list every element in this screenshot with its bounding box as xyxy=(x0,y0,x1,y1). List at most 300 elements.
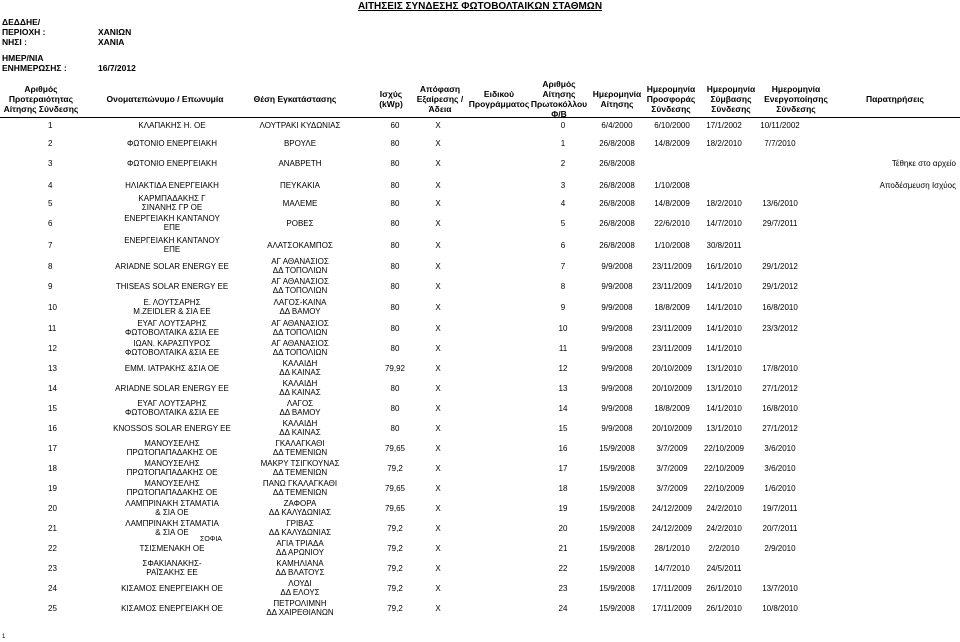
row-name-line: ΠΡΩΤΟΠΑΠΑΔΑΚΗΣ ΟΕ xyxy=(126,448,218,457)
row-activation-date: 3/6/2010 xyxy=(764,464,796,473)
row-priority-number: 22 xyxy=(48,544,57,553)
row-activation-date: 16/8/2010 xyxy=(762,404,798,413)
row-power: 80 xyxy=(390,404,400,413)
row-power: 60 xyxy=(390,121,400,130)
row-protocol: 7 xyxy=(560,262,566,271)
row-offer-date: 17/11/2009 xyxy=(652,604,692,613)
row-name-line: ΕΜΜ. ΙΑΤΡΑΚΗΣ &ΣΙΑ ΟΕ xyxy=(124,364,220,373)
row-contract-date: 13/1/2010 xyxy=(706,384,742,393)
row-name-line: ΦΩΤΟΒΟΛΤΑΙΚΑ &ΣΙΑ ΕΕ xyxy=(124,328,220,337)
row-contract-date: 26/1/2010 xyxy=(706,584,742,593)
row-activation-date: 16/8/2010 xyxy=(762,303,798,312)
row-exemption: Χ xyxy=(435,584,441,593)
row-application-date: 9/9/2008 xyxy=(601,404,633,413)
row-exemption: Χ xyxy=(435,524,441,533)
row-site-line: ΔΔ ΧΑΙΡΕΘΙΑΝΩΝ xyxy=(266,608,334,617)
row-name-line: ΛΑΜΠΡΙΝΑΚΗ ΣΤΑΜΑΤΙΑ xyxy=(125,499,219,508)
row-exemption: Χ xyxy=(435,444,441,453)
row-name-line: ΦΩΤΟΝΙΟ ΕΝΕΡΓΕΙΑΚΗ xyxy=(127,139,217,148)
header-exemption-decision: Απόφαση Εξαίρεσης / Άδεια xyxy=(416,84,464,114)
row-power: 80 xyxy=(390,241,400,250)
row-exemption: Χ xyxy=(435,324,441,333)
row-contract-date: 14/1/2010 xyxy=(706,324,742,333)
row-priority-number: 1 xyxy=(48,121,53,130)
row-contract-date: 13/1/2010 xyxy=(706,364,742,373)
row-offer-date: 28/1/2010 xyxy=(654,544,690,553)
row-power: 80 xyxy=(390,384,400,393)
row-application-date: 9/9/2008 xyxy=(601,282,633,291)
row-priority-number: 13 xyxy=(48,364,57,373)
row-exemption: Χ xyxy=(435,464,441,473)
row-offer-date: 17/11/2009 xyxy=(652,584,692,593)
row-name-line: & ΣΙΑ ΟΕ xyxy=(155,508,189,517)
row-exemption: Χ xyxy=(435,484,441,493)
row-protocol: 14 xyxy=(558,404,568,413)
row-site-line: ΑΓ ΑΘΑΝΑΣΙΟΣ xyxy=(271,339,329,348)
row-protocol: 24 xyxy=(558,604,568,613)
row-activation-date: 19/7/2011 xyxy=(762,504,798,513)
row-protocol: 23 xyxy=(558,584,568,593)
row-contract-date: 30/8/2011 xyxy=(706,241,742,250)
row-site-line: ΔΔ ΤΟΠΟΛΙΩΝ xyxy=(272,328,328,337)
row-name-line: ARIADNE SOLAR ENERGY ΕΕ xyxy=(115,262,229,271)
page-number: 1 xyxy=(2,634,6,640)
header-power: Ισχύς (kWp) xyxy=(379,89,403,109)
row-application-date: 9/9/2008 xyxy=(601,324,633,333)
row-name-line: KNOSSOS SOLAR ENERGY ΕΕ xyxy=(113,424,231,433)
row-application-date: 15/9/2008 xyxy=(599,524,635,533)
island-label: ΝΗΣΙ : xyxy=(2,37,27,47)
row-power: 80 xyxy=(390,324,400,333)
row-priority-number: 2 xyxy=(48,139,53,148)
division-label: ΔΕΔΔΗΕ/ xyxy=(2,17,41,27)
row-contract-date: 14/1/2010 xyxy=(706,282,742,291)
row-offer-date: 23/11/2009 xyxy=(652,282,692,291)
row-priority-number: 14 xyxy=(48,384,57,393)
row-exemption: Χ xyxy=(435,139,441,148)
row-power: 80 xyxy=(390,139,400,148)
row-site-line: ΔΔ ΒΑΜΟΥ xyxy=(279,307,321,316)
row-site-line: ΛΑΓΟΣ xyxy=(286,399,314,408)
row-site-line: ΔΔ ΒΑΜΟΥ xyxy=(279,408,321,417)
row-name-line: ΕΥΑΓ ΛΟΥΤΣΑΡΗΣ xyxy=(137,399,207,408)
row-offer-date: 23/11/2009 xyxy=(652,324,692,333)
row-name-line: ARIADNE SOLAR ENERGY ΕΕ xyxy=(115,384,229,393)
row-activation-date: 29/7/2011 xyxy=(762,219,798,228)
row-activation-date: 23/3/2012 xyxy=(762,324,798,333)
row-site-line: ΒΡΟΥΛΕ xyxy=(283,139,317,148)
row-name-line: ΦΩΤΟΒΟΛΤΑΙΚΑ &ΣΙΑ ΕΕ xyxy=(124,348,220,357)
row-application-date: 15/9/2008 xyxy=(599,504,635,513)
row-contract-date: 26/1/2010 xyxy=(706,604,742,613)
header-offer-date: Ημερομηνία Προσφοράς Σύνδεσης xyxy=(646,84,696,114)
row-offer-date: 18/8/2009 xyxy=(654,303,690,312)
row-site-line: ΚΑΛΑΙΔΗ xyxy=(282,359,318,368)
update-date-value: 16/7/2012 xyxy=(98,63,136,73)
row-name-line: & ΣΙΑ ΟΕ xyxy=(155,528,189,537)
row-offer-date: 20/10/2009 xyxy=(651,424,693,433)
row-priority-number: 20 xyxy=(48,504,57,513)
row-exemption: Χ xyxy=(435,504,441,513)
row-protocol: 15 xyxy=(558,424,568,433)
row-activation-date: 2/9/2010 xyxy=(764,544,796,553)
row-protocol: 4 xyxy=(560,199,566,208)
row-site-line: ΖΑΦΟΡΑ xyxy=(283,499,317,508)
row-protocol: 12 xyxy=(558,364,568,373)
row-offer-date: 22/6/2010 xyxy=(654,219,690,228)
row-power: 79,65 xyxy=(384,444,406,453)
row-offer-date: 18/8/2009 xyxy=(654,404,690,413)
header-name: Ονοματεπώνυμο / Επωνυμία xyxy=(106,94,224,104)
row-exemption: Χ xyxy=(435,344,441,353)
row-power: 80 xyxy=(390,282,400,291)
header-activation-date: Ημερομηνία Ενεργοποίησης Σύνδεσης xyxy=(764,84,828,114)
row-application-date: 9/9/2008 xyxy=(601,262,633,271)
row-activation-date: 7/7/2010 xyxy=(764,139,796,148)
row-application-date: 6/4/2000 xyxy=(601,121,633,130)
row-name-line: ΣΙΝΑΝΗΣ ΓΡ ΟΕ xyxy=(141,203,203,212)
row-site-line: ΔΔ ΚΑΛΥΔΩΝΙΑΣ xyxy=(268,528,332,537)
header-contract-date: Ημερομηνία Σύμβασης Σύνδεσης xyxy=(706,84,756,114)
row-application-date: 15/9/2008 xyxy=(599,444,635,453)
row-site-line: ΔΔ ΤΟΠΟΛΙΩΝ xyxy=(272,266,328,275)
row-offer-date: 24/12/2009 xyxy=(651,524,693,533)
row-site-line: ΑΓΙΑ ΤΡΙΑΔΑ xyxy=(276,539,324,548)
row-activation-date: 29/1/2012 xyxy=(762,282,798,291)
row-offer-date: 1/10/2008 xyxy=(654,241,690,250)
row-offer-date: 6/10/2000 xyxy=(654,121,690,130)
row-site-line: ΔΔ ΤΕΜΕΝΙΩΝ xyxy=(272,468,328,477)
row-site-line: ΔΔ ΤΟΠΟΛΙΩΝ xyxy=(272,348,328,357)
document-title: ΑΙΤΗΣΕΙΣ ΣΥΝΔΕΣΗΣ ΦΩΤΟΒΟΛΤΑΙΚΩΝ ΣΤΑΘΜΩΝ xyxy=(357,1,603,12)
row-name-line: ΡΑΪΣΑΚΗΣ ΕΕ xyxy=(146,568,198,577)
row-application-date: 9/9/2008 xyxy=(601,384,633,393)
row-site-line: ΓΚΑΛΑΓΚΑΘΙ xyxy=(275,439,325,448)
row-priority-number: 17 xyxy=(48,444,57,453)
row-contract-date: 24/2/2010 xyxy=(706,524,742,533)
row-site-line: ΓΡΙΒΑΣ xyxy=(286,519,314,528)
row-name-line: ΚΑΡΜΠΑΔΑΚΗΣ Γ xyxy=(138,194,206,203)
row-site-line: ΑΛΑΤΣΟΚΑΜΠΟΣ xyxy=(267,241,333,250)
row-name-line: ΙΩΑΝ. ΚΑΡΑΣΠΥΡΟΣ xyxy=(133,339,211,348)
row-site-line: ΔΔ ΚΑΙΝΑΣ xyxy=(279,388,321,397)
row-name-line: ΕΠΕ xyxy=(163,223,181,232)
row-protocol: 21 xyxy=(558,544,568,553)
stray-text: ΣΟΦΙΑ xyxy=(200,536,222,543)
row-site-line: ΠΑΝΩ ΓΚΑΛΑΓΚΑΘΙ xyxy=(262,479,338,488)
row-site-line: ΚΑΜΗΛΙΑΝΑ xyxy=(276,559,324,568)
row-priority-number: 21 xyxy=(48,524,57,533)
row-application-date: 15/9/2008 xyxy=(599,604,635,613)
row-exemption: Χ xyxy=(435,282,441,291)
row-site-line: ΜΑΚΡΥ ΤΣΙΓΚΟΥΝΑΣ xyxy=(260,459,340,468)
row-contract-date: 18/2/2010 xyxy=(706,199,742,208)
row-activation-date: 10/8/2010 xyxy=(762,604,798,613)
row-power: 80 xyxy=(390,159,400,168)
row-application-date: 15/9/2008 xyxy=(599,584,635,593)
row-name-line: ΕΥΑΓ ΛΟΥΤΣΑΡΗΣ xyxy=(137,319,207,328)
row-priority-number: 24 xyxy=(48,584,57,593)
row-name-line: ΠΡΩΤΟΠΑΠΑΔΑΚΗΣ ΟΕ xyxy=(126,488,218,497)
row-name-line: Μ.ZEIDLER & ΣΙΑ ΕΕ xyxy=(133,307,211,316)
row-name-line: ΣΦΑΚΙΑΝΑΚΗΣ- xyxy=(142,559,202,568)
row-name-line: ΕΝΕΡΓΕΙΑΚΗ ΚΑΝΤΑΝΟΥ xyxy=(124,236,220,245)
row-priority-number: 15 xyxy=(48,404,57,413)
header-special-program: Ειδικού Προγράμματος xyxy=(468,89,530,109)
row-protocol: 9 xyxy=(560,303,566,312)
row-power: 80 xyxy=(390,219,400,228)
header-remarks: Παρατηρήσεις xyxy=(866,94,924,104)
row-application-date: 26/8/2008 xyxy=(599,139,635,148)
header-separator xyxy=(0,117,960,118)
row-site-line: ΛΑΓΟΣ-ΚΑΙΝΑ xyxy=(273,298,327,307)
row-offer-date: 14/7/2010 xyxy=(654,564,690,573)
row-name-line: ΚΙΣΑΜΟΣ ΕΝΕΡΓΕΙΑΚΗ ΟΕ xyxy=(121,604,223,613)
header-application-date: Ημερομηνία Αίτησης xyxy=(592,89,642,109)
row-site-line: ΑΓ ΑΘΑΝΑΣΙΟΣ xyxy=(271,319,329,328)
row-protocol: 17 xyxy=(558,464,568,473)
row-site-line: ΔΔ ΤΕΜΕΝΙΩΝ xyxy=(272,448,328,457)
row-offer-date: 14/8/2009 xyxy=(654,139,690,148)
row-activation-date: 17/8/2010 xyxy=(762,364,798,373)
row-protocol: 5 xyxy=(560,219,566,228)
region-label: ΠΕΡΙΟΧΗ : xyxy=(2,27,46,37)
row-offer-date: 14/8/2009 xyxy=(654,199,690,208)
row-exemption: Χ xyxy=(435,364,441,373)
row-priority-number: 25 xyxy=(48,604,57,613)
row-power: 80 xyxy=(390,262,400,271)
row-protocol: 20 xyxy=(558,524,568,533)
row-exemption: Χ xyxy=(435,219,441,228)
row-power: 80 xyxy=(390,181,400,190)
row-priority-number: 8 xyxy=(48,262,53,271)
row-application-date: 26/8/2008 xyxy=(599,241,635,250)
row-contract-date: 2/2/2010 xyxy=(708,544,740,553)
row-priority-number: 12 xyxy=(48,344,57,353)
row-name-line: THISEAS SOLAR ENERGY ΕΕ xyxy=(115,282,229,291)
row-power: 80 xyxy=(390,303,400,312)
row-priority-number: 11 xyxy=(48,324,57,333)
row-name-line: ΚΛΑΠΑΚΗΣ Η. ΟΕ xyxy=(138,121,206,130)
row-power: 79,2 xyxy=(387,524,403,533)
row-protocol: 1 xyxy=(560,139,566,148)
row-exemption: Χ xyxy=(435,121,441,130)
row-priority-number: 9 xyxy=(48,282,53,291)
row-priority-number: 6 xyxy=(48,219,53,228)
row-site-line: ΠΕΤΡΟΛΙΜΝΗ xyxy=(273,599,327,608)
row-name-line: ΚΙΣΑΜΟΣ ΕΝΕΡΓΕΙΑΚΗ ΟΕ xyxy=(121,584,223,593)
row-name-line: ΦΩΤΟΝΙΟ ΕΝΕΡΓΕΙΑΚΗ xyxy=(127,159,217,168)
row-site-line: ΜΑΛΕΜΕ xyxy=(282,199,318,208)
row-priority-number: 4 xyxy=(48,181,53,190)
row-application-date: 26/8/2008 xyxy=(599,159,635,168)
row-priority-number: 10 xyxy=(48,303,57,312)
row-protocol: 0 xyxy=(560,121,566,130)
update-date-label-1: ΗΜΕΡ/ΝΙΑ xyxy=(2,53,44,63)
row-offer-date: 23/11/2009 xyxy=(652,262,692,271)
row-site-line: ΔΔ ΚΑΛΥΔΩΝΙΑΣ xyxy=(268,508,332,517)
row-priority-number: 3 xyxy=(48,159,53,168)
row-power: 79,2 xyxy=(387,584,403,593)
row-activation-date: 27/1/2012 xyxy=(762,424,798,433)
row-priority-number: 23 xyxy=(48,564,57,573)
row-contract-date: 24/2/2010 xyxy=(706,504,742,513)
row-protocol: 6 xyxy=(560,241,566,250)
row-activation-date: 13/7/2010 xyxy=(762,584,798,593)
row-site-line: ΔΔ ΒΛΑΤΟΥΣ xyxy=(275,568,325,577)
row-exemption: Χ xyxy=(435,604,441,613)
row-protocol: 16 xyxy=(558,444,568,453)
row-offer-date: 3/7/2009 xyxy=(656,464,688,473)
row-contract-date: 22/10/2009 xyxy=(703,464,745,473)
row-power: 79,2 xyxy=(387,564,403,573)
row-protocol: 3 xyxy=(560,181,566,190)
header-protocol-number: Αριθμός Αίτησης Πρωτοκόλλου Φ/Β xyxy=(530,79,588,119)
row-remarks: Αποδέσμευση Ισχύος xyxy=(879,181,956,190)
row-exemption: Χ xyxy=(435,181,441,190)
row-power: 79,2 xyxy=(387,544,403,553)
document-meta xyxy=(2,17,136,73)
row-site-line: ΑΝΑΒΡΕΤΗ xyxy=(278,159,322,168)
row-power: 80 xyxy=(390,199,400,208)
row-protocol: 10 xyxy=(558,324,568,333)
row-contract-date: 14/1/2010 xyxy=(706,303,742,312)
update-date-label-2: ΕΝΗΜΕΡΩΣΗΣ : xyxy=(2,63,67,73)
row-name-line: ΜΑΝΟΥΣΕΛΗΣ xyxy=(144,459,200,468)
row-exemption: Χ xyxy=(435,262,441,271)
row-offer-date: 3/7/2009 xyxy=(656,484,688,493)
row-priority-number: 16 xyxy=(48,424,57,433)
row-exemption: Χ xyxy=(435,199,441,208)
row-exemption: Χ xyxy=(435,303,441,312)
row-application-date: 15/9/2008 xyxy=(599,464,635,473)
row-protocol: 13 xyxy=(558,384,568,393)
row-site-line: ΚΑΛΑΙΔΗ xyxy=(282,419,318,428)
row-name-line: ΜΑΝΟΥΣΕΛΗΣ xyxy=(144,439,200,448)
row-power: 79,65 xyxy=(384,484,406,493)
row-site-line: ΔΔ ΤΟΠΟΛΙΩΝ xyxy=(272,286,328,295)
row-exemption: Χ xyxy=(435,564,441,573)
row-site-line: ΚΑΛΑΙΔΗ xyxy=(282,379,318,388)
row-application-date: 9/9/2008 xyxy=(601,364,633,373)
row-application-date: 9/9/2008 xyxy=(601,424,633,433)
row-offer-date: 1/10/2008 xyxy=(654,181,690,190)
row-name-line: ΜΑΝΟΥΣΕΛΗΣ xyxy=(144,479,200,488)
row-site-line: ΔΔ ΚΑΙΝΑΣ xyxy=(279,368,321,377)
row-power: 80 xyxy=(390,424,400,433)
row-name-line: ΕΠΕ xyxy=(163,245,181,254)
row-exemption: Χ xyxy=(435,404,441,413)
row-activation-date: 3/6/2010 xyxy=(764,444,796,453)
row-name-line: ΛΑΜΠΡΙΝΑΚΗ ΣΤΑΜΑΤΙΑ xyxy=(125,519,219,528)
row-offer-date: 20/10/2009 xyxy=(651,384,693,393)
row-name-line: ΠΡΩΤΟΠΑΠΑΔΑΚΗΣ ΟΕ xyxy=(126,468,218,477)
header-priority-number: Αριθμός Προτεραιότητας Αίτησης Σύνδεσης xyxy=(3,84,79,114)
row-name-line: ΗΛΙΑΚΤΙΔΑ ΕΝΕΡΓΕΙΑΚΗ xyxy=(125,181,219,190)
row-contract-date: 16/1/2010 xyxy=(706,262,742,271)
row-site-line: ΠΕΥΚΑΚΙΑ xyxy=(279,181,320,190)
row-protocol: 2 xyxy=(560,159,566,168)
header-installation-site: Θέση Εγκατάστασης xyxy=(253,94,337,104)
row-protocol: 22 xyxy=(558,564,568,573)
row-protocol: 18 xyxy=(558,484,568,493)
row-exemption: Χ xyxy=(435,241,441,250)
row-activation-date: 1/6/2010 xyxy=(764,484,796,493)
row-contract-date: 14/1/2010 xyxy=(706,344,742,353)
row-protocol: 19 xyxy=(558,504,568,513)
row-application-date: 26/8/2008 xyxy=(599,219,635,228)
row-application-date: 15/9/2008 xyxy=(599,544,635,553)
row-name-line: Ε. ΛΟΥΤΣΑΡΗΣ xyxy=(143,298,201,307)
row-contract-date: 13/1/2010 xyxy=(706,424,742,433)
row-site-line: ΡΟΒΕΣ xyxy=(286,219,314,228)
row-contract-date: 18/2/2010 xyxy=(706,139,742,148)
row-application-date: 15/9/2008 xyxy=(599,564,635,573)
row-power: 79,65 xyxy=(384,504,406,513)
row-name-line: ΤΣΙΣΜΕΝΑΚΗ ΟΕ xyxy=(139,544,205,553)
row-activation-date: 27/1/2012 xyxy=(762,384,798,393)
row-exemption: Χ xyxy=(435,424,441,433)
row-priority-number: 5 xyxy=(48,199,53,208)
row-exemption: Χ xyxy=(435,159,441,168)
row-contract-date: 14/1/2010 xyxy=(706,404,742,413)
row-priority-number: 18 xyxy=(48,464,57,473)
row-name-line: ΦΩΤΟΒΟΛΤΑΙΚΑ &ΣΙΑ ΕΕ xyxy=(124,408,220,417)
row-power: 79,92 xyxy=(384,364,406,373)
row-offer-date: 3/7/2009 xyxy=(656,444,688,453)
row-application-date: 15/9/2008 xyxy=(599,484,635,493)
row-site-line: ΔΔ ΚΑΙΝΑΣ xyxy=(279,428,321,437)
row-contract-date: 14/7/2010 xyxy=(706,219,742,228)
island-value: ΧΑΝΙΑ xyxy=(98,37,125,47)
row-contract-date: 22/10/2009 xyxy=(703,484,745,493)
row-site-line: ΔΔ ΤΕΜΕΝΙΩΝ xyxy=(272,488,328,497)
row-activation-date: 13/6/2010 xyxy=(762,199,798,208)
row-name-line: ΕΝΕΡΓΕΙΑΚΗ ΚΑΝΤΑΝΟΥ xyxy=(124,214,220,223)
row-site-line: ΔΔ ΕΛΟΥΣ xyxy=(280,588,320,597)
row-priority-number: 7 xyxy=(48,241,53,250)
row-exemption: Χ xyxy=(435,544,441,553)
row-protocol: 11 xyxy=(558,344,568,353)
row-site-line: ΔΔ ΑΡΩΝΙΟΥ xyxy=(276,548,324,557)
row-power: 80 xyxy=(390,344,400,353)
row-exemption: Χ xyxy=(435,384,441,393)
row-contract-date: 24/5/2011 xyxy=(706,564,742,573)
row-contract-date: 17/1/2002 xyxy=(706,121,742,130)
row-application-date: 9/9/2008 xyxy=(601,303,633,312)
row-activation-date: 10/11/2002 xyxy=(760,121,800,130)
row-offer-date: 23/11/2009 xyxy=(652,344,692,353)
row-remarks: Τέθηκε στο αρχείο xyxy=(891,159,956,168)
region-value: ΧΑΝΙΩΝ xyxy=(98,27,132,37)
table-header xyxy=(0,78,960,120)
row-site-line: ΑΓ ΑΘΑΝΑΣΙΟΣ xyxy=(271,257,329,266)
row-protocol: 8 xyxy=(560,282,566,291)
row-priority-number: 19 xyxy=(48,484,57,493)
row-application-date: 26/8/2008 xyxy=(599,199,635,208)
row-application-date: 9/9/2008 xyxy=(601,344,633,353)
row-application-date: 26/8/2008 xyxy=(599,181,635,190)
row-power: 79,2 xyxy=(387,604,403,613)
row-activation-date: 20/7/2011 xyxy=(762,524,798,533)
row-offer-date: 20/10/2009 xyxy=(651,364,693,373)
row-site-line: ΑΓ ΑΘΑΝΑΣΙΟΣ xyxy=(271,277,329,286)
row-power: 79,2 xyxy=(387,464,403,473)
row-contract-date: 22/10/2009 xyxy=(703,444,745,453)
row-activation-date: 29/1/2012 xyxy=(762,262,798,271)
row-offer-date: 24/12/2009 xyxy=(651,504,693,513)
row-site-line: ΛΟΥΔΙ xyxy=(288,579,312,588)
